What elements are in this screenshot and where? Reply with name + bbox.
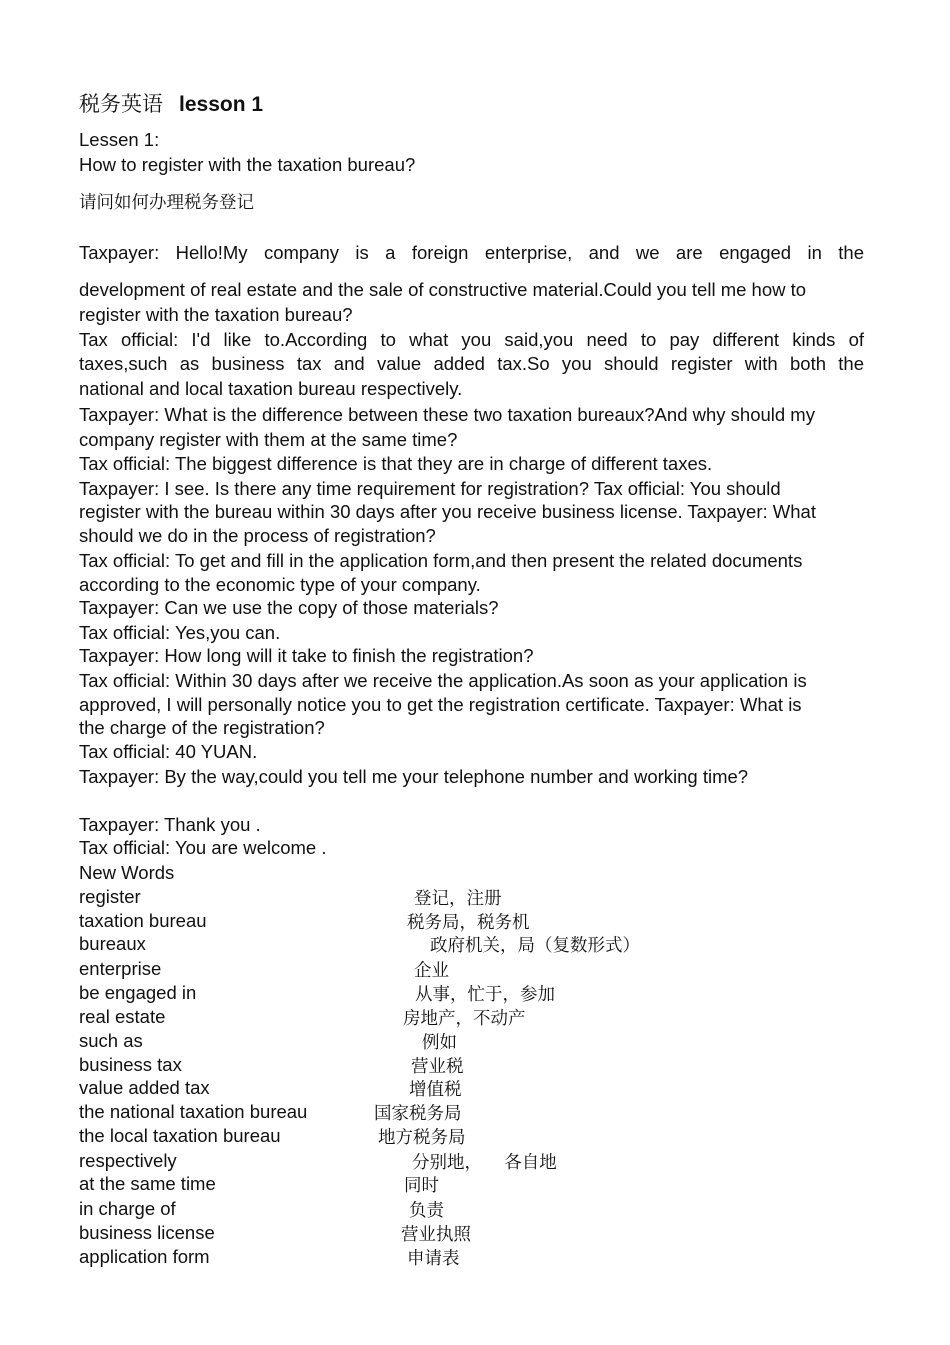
vocab-translation: 税务局，税务机 — [407, 913, 530, 933]
dialogue-line: Tax official: Within 30 days after we receive the application.As soon as your application is — [79, 670, 807, 691]
page-title — [79, 88, 263, 118]
dialogue-line: national and local taxation bureau respectively. — [79, 378, 463, 399]
lesson-question: How to register with the taxation bureau? — [79, 154, 416, 175]
dialogue-line: should we do in the process of registration? — [79, 525, 436, 546]
dialogue-line: Taxpayer: I see. Is there any time requirement for registration? Tax official: You should — [79, 478, 781, 499]
vocab-term: be engaged in — [79, 982, 197, 1003]
vocab-term: taxation bureau — [79, 910, 207, 931]
dialogue-line: Tax official: I'd like to.According to what you said,you need to pay different kinds of — [79, 329, 864, 350]
vocab-translation: 登记，注册 — [414, 889, 502, 909]
dialogue-line: Tax official: Yes,you can. — [79, 622, 281, 643]
dialogue-line: Taxpayer: Hello!My company is a foreign enterprise, and we are engaged in the — [79, 242, 864, 263]
new-words-heading: New Words — [79, 862, 175, 883]
dialogue-line: development of real estate and the sale of constructive material.Could you tell me how to — [79, 279, 807, 300]
vocab-translation: 分别地， 各自地 — [412, 1153, 557, 1173]
vocab-term: real estate — [79, 1006, 166, 1027]
dialogue-line: register with the taxation bureau? — [79, 304, 353, 325]
dialogue-line: company register with them at the same time? — [79, 429, 458, 450]
title-chinese: 税务英语 — [79, 92, 163, 116]
vocab-term: respectively — [79, 1150, 177, 1171]
vocab-term: application form — [79, 1246, 210, 1267]
title-english: lesson 1 — [179, 93, 264, 116]
vocab-term: enterprise — [79, 958, 162, 979]
vocab-translation: 企业 — [414, 961, 449, 981]
vocab-translation: 负责 — [409, 1201, 444, 1221]
vocab-translation: 申请表 — [407, 1249, 460, 1269]
dialogue-line: Taxpayer: How long will it take to finish the registration? — [79, 645, 534, 666]
vocab-term: bureaux — [79, 933, 146, 954]
vocab-term: value added tax — [79, 1077, 210, 1098]
dialogue-line: Tax official: The biggest difference is that they are in charge of different taxes. — [79, 453, 713, 474]
vocab-translation: 国家税务局 — [374, 1104, 462, 1124]
dialogue-line: Taxpayer: By the way,could you tell me your telephone number and working time? — [79, 766, 749, 787]
dialogue-line: register with the bureau within 30 days after you receive business license. Taxpayer: What — [79, 501, 816, 522]
vocab-term: register — [79, 886, 141, 907]
vocab-term: in charge of — [79, 1198, 176, 1219]
dialogue-line: Taxpayer: What is the difference between these two taxation bureaux?And why should my — [79, 404, 815, 425]
dialogue-line: Tax official: To get and fill in the application form,and then present the related documents — [79, 550, 803, 571]
vocab-term: business tax — [79, 1054, 182, 1075]
lesson-label: Lessen 1: — [79, 129, 160, 150]
vocab-translation: 房地产，不动产 — [403, 1009, 526, 1029]
lesson-question-chinese: 请问如何办理税务登记 — [79, 193, 254, 213]
vocab-term: the national taxation bureau — [79, 1101, 308, 1122]
vocab-term: the local taxation bureau — [79, 1125, 281, 1146]
dialogue-line: according to the economic type of your company. — [79, 574, 481, 595]
vocab-translation: 例如 — [422, 1033, 457, 1053]
dialogue-line: Tax official: 40 YUAN. — [79, 741, 258, 762]
dialogue-line: taxes,such as business tax and value added tax.So you should register with both the — [79, 353, 864, 374]
vocab-translation: 地方税务局 — [378, 1128, 466, 1148]
vocab-translation: 政府机关，局（复数形式） — [430, 936, 640, 956]
vocab-translation: 营业执照 — [401, 1225, 471, 1245]
dialogue-line: the charge of the registration? — [79, 717, 325, 738]
vocab-translation: 营业税 — [411, 1057, 464, 1077]
vocab-translation: 增值税 — [409, 1080, 462, 1100]
dialogue-line: Tax official: You are welcome . — [79, 837, 327, 858]
vocab-term: at the same time — [79, 1173, 216, 1194]
vocab-translation: 从事，忙于，参加 — [415, 985, 555, 1005]
dialogue-line: approved, I will personally notice you to get the registration certificate. Taxpayer: What is — [79, 694, 802, 715]
vocab-term: such as — [79, 1030, 143, 1051]
dialogue-line: Taxpayer: Thank you . — [79, 814, 261, 835]
vocab-term: business license — [79, 1222, 215, 1243]
vocab-translation: 同时 — [404, 1176, 439, 1196]
dialogue-line: Taxpayer: Can we use the copy of those materials? — [79, 597, 499, 618]
